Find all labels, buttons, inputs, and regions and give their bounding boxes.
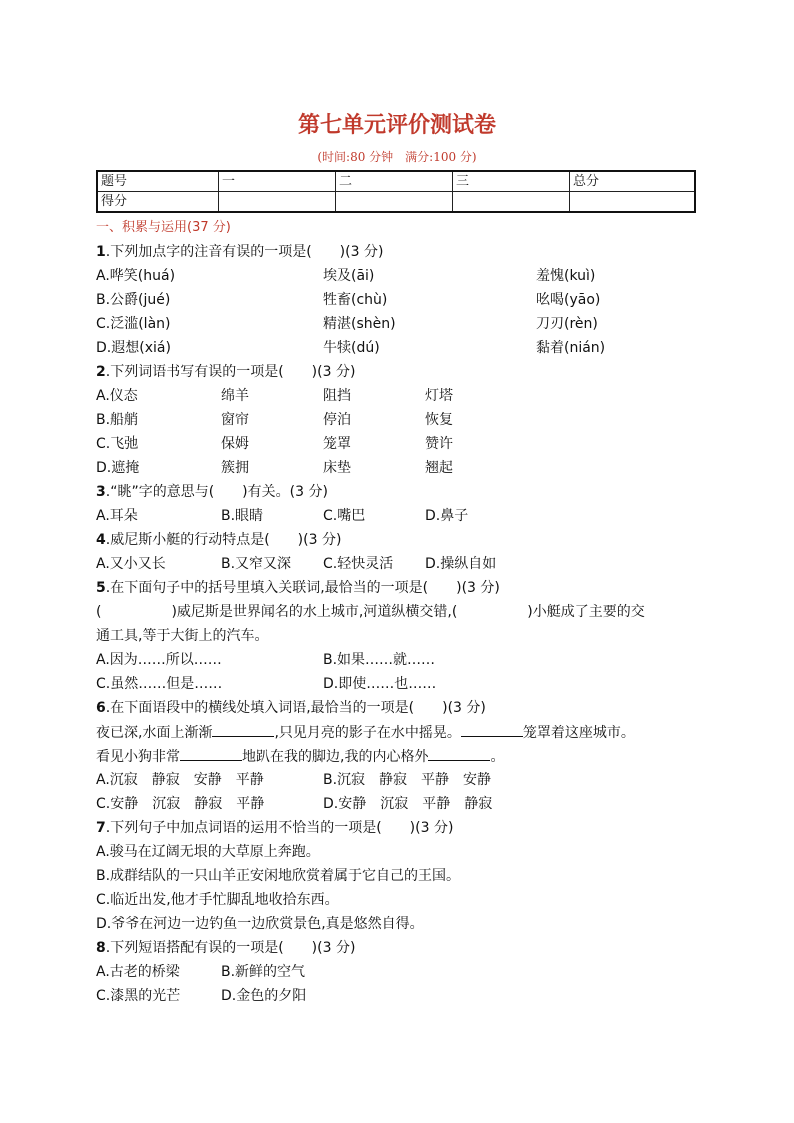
fill-blank: [428, 746, 490, 761]
passage-text: ,只见月亮的影子在水中摇晃。: [274, 725, 461, 741]
question-8-stem: [96, 938, 355, 958]
option-cell: 保姆: [221, 436, 249, 452]
question-text: .下列加点字的注音有误的一项是( )(3 分): [105, 244, 384, 260]
option-d: D.金色的夕阳: [221, 988, 307, 1004]
question-text: .威尼斯小艇的行动特点是( )(3 分): [105, 532, 342, 548]
question-number: 1: [96, 244, 106, 260]
question-number: 6: [96, 700, 106, 716]
score-input-cell: [336, 192, 453, 213]
option-d: D.操纵自如: [425, 556, 497, 572]
option-cell: 绵羊: [221, 388, 249, 404]
option-b: B.又窄又深: [221, 556, 292, 572]
option-d: D.即使……也……: [323, 676, 437, 692]
score-table-cell: 总分: [570, 171, 696, 192]
option-cell: 精湛(shèn): [323, 316, 396, 332]
option-c: C.轻快灵活: [323, 556, 394, 572]
option-cell: 停泊: [323, 412, 351, 428]
option-d: D.安静 沉寂 平静 静寂: [323, 796, 493, 812]
score-table-cell: 题号: [97, 171, 219, 192]
option-cell: 恢复: [425, 412, 453, 428]
option-cell: 翘起: [425, 460, 453, 476]
question-text: .下列词语书写有误的一项是( )(3 分): [105, 364, 356, 380]
option-a: A.沉寂 静寂 安静 平静: [96, 772, 264, 788]
score-table-cell: 得分: [97, 192, 219, 213]
score-input-cell: [219, 192, 336, 213]
question-number: 5: [96, 580, 106, 596]
question-3-stem: [96, 482, 328, 502]
question-5-sentence: 通工具,等于大街上的汽车。: [96, 628, 269, 644]
question-number: 7: [96, 820, 106, 836]
score-table-score-row: [97, 192, 695, 213]
option-cell: D.遮掩: [96, 460, 140, 476]
option-cell: 簇拥: [221, 460, 249, 476]
score-input-cell: [570, 192, 696, 213]
passage-text: 笼罩着这座城市。: [522, 725, 635, 741]
question-text: .在下面句子中的括号里填入关联词,最恰当的一项是( )(3 分): [105, 580, 500, 596]
option-cell: 埃及(āi): [323, 268, 375, 284]
question-1-stem: [96, 242, 383, 262]
option-a: A.因为……所以……: [96, 652, 222, 668]
option-cell: 黏着(nián): [536, 340, 606, 356]
score-table-cell: 三: [453, 171, 570, 192]
option-cell: C.泛滥(làn): [96, 316, 171, 332]
score-input-cell: [453, 192, 570, 213]
option-cell: B.公爵(jué): [96, 292, 171, 308]
option-cell: B.船艄: [96, 412, 139, 428]
question-6-passage: [96, 722, 635, 743]
question-text: .下列短语搭配有误的一项是( )(3 分): [105, 940, 356, 956]
question-text: .在下面语段中的横线处填入词语,最恰当的一项是( )(3 分): [105, 700, 486, 716]
option-cell: C.飞弛: [96, 436, 139, 452]
exam-time-and-score: (时间:80 分钟 满分:100 分): [317, 150, 477, 164]
option-cell: D.遐想(xiá): [96, 340, 171, 356]
option-cell: 牛犊(dú): [323, 340, 380, 356]
option-a: A.又小又长: [96, 556, 166, 572]
section-heading: 一、积累与运用(37 分): [96, 220, 231, 235]
option-cell: A.哗笑(huá): [96, 268, 176, 284]
option-cell: 刀刃(rèn): [536, 316, 598, 332]
option-cell: A.仪态: [96, 388, 138, 404]
option-cell: 床垫: [323, 460, 351, 476]
fill-blank: [212, 722, 274, 737]
question-7-stem: [96, 818, 453, 838]
option-a: A.骏马在辽阔无垠的大草原上奔跑。: [96, 844, 320, 860]
option-a: A.耳朵: [96, 508, 138, 524]
option-c: C.临近出发,他才手忙脚乱地收拾东西。: [96, 892, 339, 908]
option-a: A.古老的桥梁: [96, 964, 180, 980]
page-title: 第七单元评价测试卷: [297, 112, 496, 138]
option-cell: 羞愧(kuì): [536, 268, 596, 284]
option-d: D.鼻子: [425, 508, 469, 524]
option-c: C.安静 沉寂 静寂 平静: [96, 796, 265, 812]
passage-text: 看见小狗非常: [96, 749, 180, 765]
option-cell: 灯塔: [425, 388, 453, 404]
option-b: B.眼睛: [221, 508, 264, 524]
question-5-sentence: ( )威尼斯是世界闻名的水上城市,河道纵横交错,( )小艇成了主要的交: [96, 604, 645, 620]
question-5-stem: [96, 578, 500, 598]
score-table-cell: 二: [336, 171, 453, 192]
question-text: .下列句子中加点词语的运用不恰当的一项是( )(3 分): [105, 820, 454, 836]
score-table: [96, 170, 696, 213]
option-cell: 笼罩: [323, 436, 351, 452]
option-cell: 阻挡: [323, 388, 351, 404]
option-cell: 牲畜(chù): [323, 292, 388, 308]
question-2-stem: [96, 362, 355, 382]
option-cell: 吆喝(yāo): [536, 292, 601, 308]
option-c: C.虽然……但是……: [96, 676, 223, 692]
question-number: 3: [96, 484, 106, 500]
option-b: B.成群结队的一只山羊正安闲地欣赏着属于它自己的王国。: [96, 868, 461, 884]
option-cell: 窗帘: [221, 412, 249, 428]
fill-blank: [461, 722, 523, 737]
question-number: 2: [96, 364, 106, 380]
passage-text: 夜已深,水面上渐渐: [96, 725, 213, 741]
option-b: B.如果……就……: [323, 652, 436, 668]
option-d: D.爷爷在河边一边钓鱼一边欣赏景色,真是悠然自得。: [96, 916, 424, 932]
question-4-stem: [96, 530, 341, 550]
fill-blank: [180, 746, 242, 761]
option-b: B.沉寂 静寂 平静 安静: [323, 772, 492, 788]
question-6-passage: [96, 746, 504, 767]
option-b: B.新鲜的空气: [221, 964, 306, 980]
option-cell: 赞许: [425, 436, 453, 452]
question-number: 4: [96, 532, 106, 548]
question-6-stem: [96, 698, 486, 718]
passage-text: 地趴在我的脚边,我的内心格外: [242, 749, 429, 765]
score-table-header-row: [97, 171, 695, 192]
question-number: 8: [96, 940, 106, 956]
score-table-cell: 一: [219, 171, 336, 192]
option-c: C.嘴巴: [323, 508, 366, 524]
passage-text: 。: [490, 749, 505, 765]
option-c: C.漆黑的光芒: [96, 988, 181, 1004]
question-text: .“眺”字的意思与( )有关。(3 分): [105, 484, 328, 500]
